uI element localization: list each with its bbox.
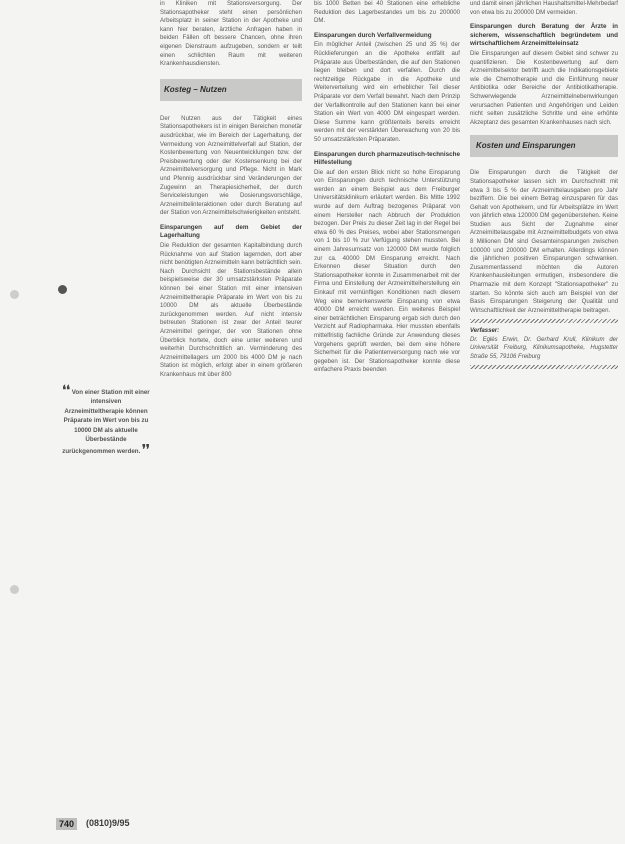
col2-heading-hilfestellung: Einsparungen durch pharmazeutisch-technische Hilfestellung [314, 150, 460, 167]
page-number: 740 [56, 818, 77, 830]
col2-heading-verfall: Einsparungen durch Verfallvermeidung [314, 31, 432, 39]
section-box-kosten-nutzen: Kosteg – Nutzen [160, 79, 302, 101]
col1-intro: in Kliniken mit Stationsversorgung. Der Stationsapotheker steht einen persönlichen Arbeitsplatz in seiner Station in der Apotheke und kann hier beraten, ärztliche Anfragen haben in beiden Fällen oft bessere Chancen, ohne ihren eigenen Dienstraum aufzugeben, sondern er teilt einen schlichten Raum mit weiteren Krankenhausdiensten. [160, 0, 302, 68]
col1-heading-lagerhaltung: Einsparungen auf dem Gebiet der Lagerhaltung [160, 223, 302, 240]
column-2 [314, 0, 460, 830]
col2-intro: bis 1000 Betten bei 40 Stationen eine erhebliche Reduktion des Lagerbestandes um bis zu 200000 DM. [314, 0, 460, 25]
col3-paragraph-1: Die Einsparungen auf diesem Gebiet sind schwer zu quantifizieren. Die Kostenbewertung auf dem Arzneimittelsektor betrifft auch die Indikationsgebiete wie die Chemotherapie und die Einführung neuer Antibiotika oder Bereiche der Antibiotikatherapie. Schwerwiegende Arzneimittelnebenwirkungen verursachen Patienten und Angehörigen und Leiden nicht selten zusätzliche Schritte und eine erhöhte Akzeptanz des gesamten Krankenhauses nach sich. [470, 49, 618, 126]
col2-paragraph-1: Ein möglicher Anteil (zwischen 25 und 35 %) der Rücklieferungen an die Apotheke entfällt auf Präparate aus Überbeständen, die auf den Stationen liegen bleiben und dort verfallen. Durch die rechtzeitige Rückgabe in die Apotheke und Weiterverteilung wird ein erheblicher Teil dieser Präparate vor dem Verfall bewahrt. Nach dem Prinzip der Verfallkontrolle auf den Stationen kann bei einer Station ein Wert von 4000 DM eingespart werden. Diese Summe kann größtenteils bereits erreicht werden mit der verstärkten Überwachung von 20 bis 50 umsatzstärksten Präparaten. [314, 41, 460, 143]
punch-hole-top [10, 290, 19, 299]
side-quote-text: Von einer Station mit einer intensiven Arzneimitteltherapie können Präparate im Wert von bis zu 10000 DM als aktuelle Überbestände zurückgenommen werden. [62, 389, 150, 456]
side-quote [62, 385, 150, 457]
authors-label: Verfasser: [470, 328, 500, 335]
divider-bottom [470, 365, 618, 369]
col3-paragraph-2: Die Einsparungen durch die Tätigkeit der Stationsapotheker lassen sich im Durchschnitt mit etwa 3 bis 5 % der Arzneimittelausgaben pro Jahr beziffern. Die bei einem Betrag einzusparen für das Gehalt von Apothekern, und für Arbeitsplätze im Wert von jährlich etwa 120000 DM gegenüberstehen. Keine Studien aus Sicht der Zugnahme einer Arzneimittelausgabe mit Arzneimittelbudgets von etwa 8 Millionen DM sind Gesamteinsparungen zwischen 100000 und 200000 DM erhalten. Allerdings können die jährlichen positiven Einsparungen schwanken. Zusammenfassend möchten die Autoren Krankenhausleitungen ermutigen, insbesondere die Pharmazie mit dem Konzept "Stationsapotheker" zu starten. So könnte sich auch am Beispiel von der Basis Einsparungen Steigerung der Qualität und Wirtschaftlichkeit der Arzneimitteltherapie beitragen. [470, 169, 618, 314]
col3-intro: und damit einen jährlichen Haushaltsmittel-Mehrbedarf von etwa bis zu 200000 DM vermeiden. [470, 0, 618, 16]
section-box-kosten-einsparungen: Kosten und Einsparungen [470, 135, 618, 157]
col2-paragraph-2: Die auf den ersten Blick nicht so hohe Einsparung von Einsparungen durch technische Unterstützung werden an einem Beispiel aus dem Freiburger Universitätsklinikum erläutert werden. Bis Mitte 1992 wurde auf dem Auftrag bezogenes Präparat von einem Hersteller nach Abbruch der Produktion bezogen. Der Preis zu dieser Zeit lag in der Regel bei etwa 60 % des Preises, wobei aber Stationsmengen von 1 bis 10 % zur Verfügung stehen mussten. Bei einem Jahresumsatz von 120000 DM wurde folglich zur ca. 40000 DM Einsparung erreicht. Nach Erkennen dieser Situation durch den Stationsapotheker konnte in Zusammenarbeit mit der Firma und Einstellung der Arzneimittelherstellung ein Einkauf mit vernünftigen Konditionen nach diesem Weg eine bemerkenswerte Einsparung von etwa 40000 DM erreicht werden. Ein weiteres Beispiel einer beträchtlichen Einsparung ergab sich durch den Verzicht auf Radiopharmaka. Hier mussten ebenfalls mittelfristig fachliche Gründe zur Anwendung dieses Vorgehens geprüft werden, bei dem eine höhere Sicherheit für die Patientenversorgung nach wie vor gegeben ist. Der Stationsapotheker konnte diese einfachere Praxis beenden [314, 168, 460, 374]
quote-open-icon: ❛❛ [62, 383, 71, 397]
authors-block [470, 327, 618, 361]
authors-text: Dr. Eglés Erwin, Dr. Gerhard Krull, Klinikum der Universität Freiburg, Klinikumsapotheke, Hugstetter Straße 55, 79106 Freiburg [470, 336, 618, 360]
col1-paragraph-2: Die Reduktion der gesamten Kapitalbindung durch Rücknahme von auf Station lagernden, dort aber nicht benötigten Arzneimitteln kann beträchtlich sein. Nach Durchsicht der Stationsbestände allein beispielsweise der 30 umsatzstärksten Präparate können bei einer Station mit einer intensiven Arzneimitteltherapie Präparate im Wert von bis zu 10000 DM als aktuelle Überbestände zurückgenommen werden. Auf nicht intensiv betreuten Stationen ist zwar der Anteil teurer Arzneimittel geringer, der von Stationen ohne Überblick hortete, doch eine unter weiteren und weiterhin Durchschnittlich an. Verminderung des Arzneimittellagers um 2000 bis 4000 DM je nach Station ist möglich, erfolgt aber in einem größeren Krankenhaus mit über 800 [160, 242, 302, 378]
column-3 [470, 0, 618, 830]
col3-heading-beratung: Einsparungen durch Beratung der Ärzte in sicherem, wissenschaftlich begründetem und wirtschaftlichem Arzneimitteleinsatz [470, 23, 618, 48]
quote-close-icon: ❜❜ [142, 442, 150, 457]
col1-paragraph-1: Der Nutzen aus der Tätigkeit eines Stationsapothekers ist in einigen Bereichen monetär ausdrückbar, wie im Bereich der Lagerhaltung, der Vermeidung von Arzneimittelverfall auf Station, der Kostenbewertung von Neuentwicklungen bzw. der Preisbewertung oder der Kostensenkung bei der Arzneimittelversorgung und Pflege. Nicht in Mark und Pfennig ausdrückbar sind Veränderungen der Zugewinn an Therapiesicherheit, der durch Serviceleistungen wie Dosierungsvorschläge, Arzneimittelinteraktionen oder durch Beratung auf der Station von Arzneimittelschwierigkeiten entsteht. [160, 114, 302, 217]
journal-issue: (0810)9/95 [86, 818, 130, 828]
divider-top [470, 319, 618, 323]
column-1 [160, 0, 302, 820]
punch-hole-bottom [10, 585, 19, 594]
margin-bullet-icon [58, 285, 67, 294]
